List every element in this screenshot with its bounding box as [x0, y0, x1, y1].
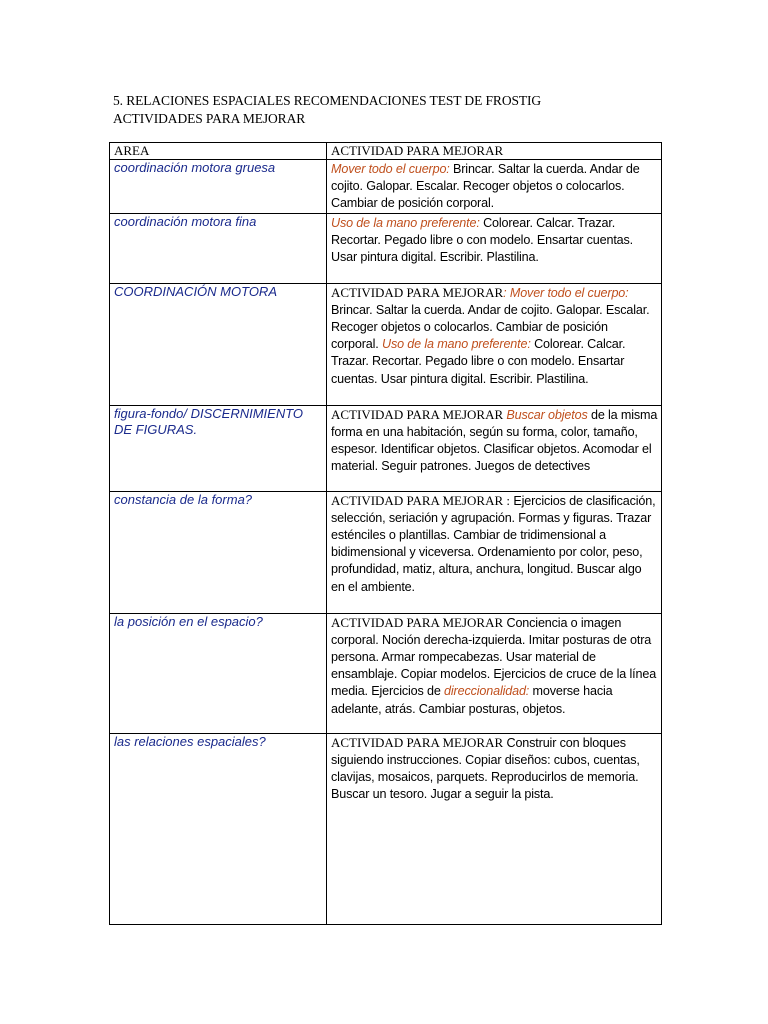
- activity-highlight-2: Uso de la mano preferente:: [382, 337, 531, 352]
- area-cell: figura-fondo/ DISCERNIMIENTO DE FIGURAS.: [110, 405, 327, 491]
- activity-prefix: ACTIVIDAD PARA MEJORAR: [331, 614, 504, 630]
- activity-cell: [327, 213, 662, 283]
- area-cell: constancia de la forma?: [110, 491, 327, 613]
- page-title-line-1: 5. RELACIONES ESPACIALES RECOMENDACIONES TEST DE FROSTIG: [113, 93, 542, 108]
- activity-prefix: ACTIVIDAD PARA MEJORAR: [331, 284, 504, 300]
- activity-text: Colorear. Calcar. Trazar. Recortar. Pegado libre o con modelo. Ensartar cuentas. Usar pintura digital. Escribir. Plastilina.: [331, 215, 634, 265]
- activity-prefix: ACTIVIDAD PARA MEJORAR: [331, 734, 504, 750]
- activity-cell: [327, 613, 662, 733]
- activity-highlight: Uso de la mano preferente:: [331, 215, 480, 230]
- activity-highlight-2: direccionalidad:: [444, 684, 530, 699]
- header-activity: ACTIVIDAD PARA MEJORAR: [327, 143, 662, 160]
- activity-text: Construir con bloques siguiendo instrucciones. Copiar diseños: cubos, cuentas, clavijas, mosaicos, parquets. Reproducirlos de memoria. Buscar un tesoro. Jugar a seguir la pista.: [331, 735, 640, 802]
- activity-cell: [327, 733, 662, 924]
- activity-text-2: Colorear. Calcar. Trazar. Recortar. Pegado libre o con modelo. Ensartar cuentas. Usar pintura digital. Escribir. Plastilina.: [331, 337, 626, 386]
- activity-text: Conciencia o imagen corporal. Noción derecha-izquierda. Imitar posturas de otra persona. Armar rompecabezas. Usar material de ensamblaje. Copiar modelos. Ejercicios de cruce de la línea media. Ejercicios de: [331, 615, 657, 699]
- page-title-line-2: ACTIVIDADES PARA MEJORAR: [113, 110, 306, 126]
- activity-highlight: Mover todo el cuerpo:: [331, 162, 450, 176]
- table-row: [110, 213, 662, 283]
- table-row: [110, 160, 662, 214]
- activity-text: Ejercicios de clasificación, selección, seriación y agrupación. Formas y figuras. Trazar esténciles o plantillas. Cambiar de tridimensional a bidimensional y viceversa. Ordenamiento por color, peso, profundidad, matiz, altura, anchura, longitud. Buscar algo en el ambiente.: [331, 493, 656, 594]
- table-row: [110, 283, 662, 405]
- activity-prefix: ACTIVIDAD PARA MEJORAR :: [331, 492, 511, 508]
- activity-cell: [327, 160, 662, 214]
- page-title: [113, 92, 673, 127]
- table-row: [110, 613, 662, 733]
- area-cell: las relaciones espaciales?: [110, 733, 327, 924]
- header-area: AREA: [110, 143, 327, 160]
- activity-highlight: Buscar objetos: [506, 407, 588, 422]
- activities-table: [109, 142, 662, 925]
- table-header-row: [110, 143, 662, 160]
- table-row: [110, 491, 662, 613]
- activity-cell: [327, 283, 662, 405]
- area-cell: COORDINACIÓN MOTORA: [110, 283, 327, 405]
- activity-text: Brincar. Saltar la cuerda. Andar de cojito. Galopar. Escalar. Recoger objetos o colocarlos. Cambiar de posición corporal.: [331, 302, 650, 352]
- area-cell: coordinación motora gruesa: [110, 160, 327, 214]
- activity-highlight: : Mover todo el cuerpo:: [503, 285, 629, 300]
- activity-text: Brincar. Saltar la cuerda. Andar de cojito. Galopar. Escalar. Recoger objetos o colocarlos. Cambiar de posición corporal.: [331, 162, 640, 211]
- activity-cell: [327, 491, 662, 613]
- area-cell: coordinación motora fina: [110, 213, 327, 283]
- activity-text-2: moverse hacia adelante, atrás. Cambiar posturas, objetos.: [331, 684, 613, 716]
- table-row: [110, 405, 662, 491]
- table-row: [110, 733, 662, 924]
- activity-cell: [327, 405, 662, 491]
- area-cell: la posición en el espacio?: [110, 613, 327, 733]
- activity-prefix: ACTIVIDAD PARA MEJORAR: [331, 406, 507, 422]
- activity-text: de la misma forma en una habitación, según su forma, color, tamaño, espesor. Identificar objetos. Clasificar objetos. Acomodar el material. Seguir patrones. Juegos de detectives: [331, 407, 658, 474]
